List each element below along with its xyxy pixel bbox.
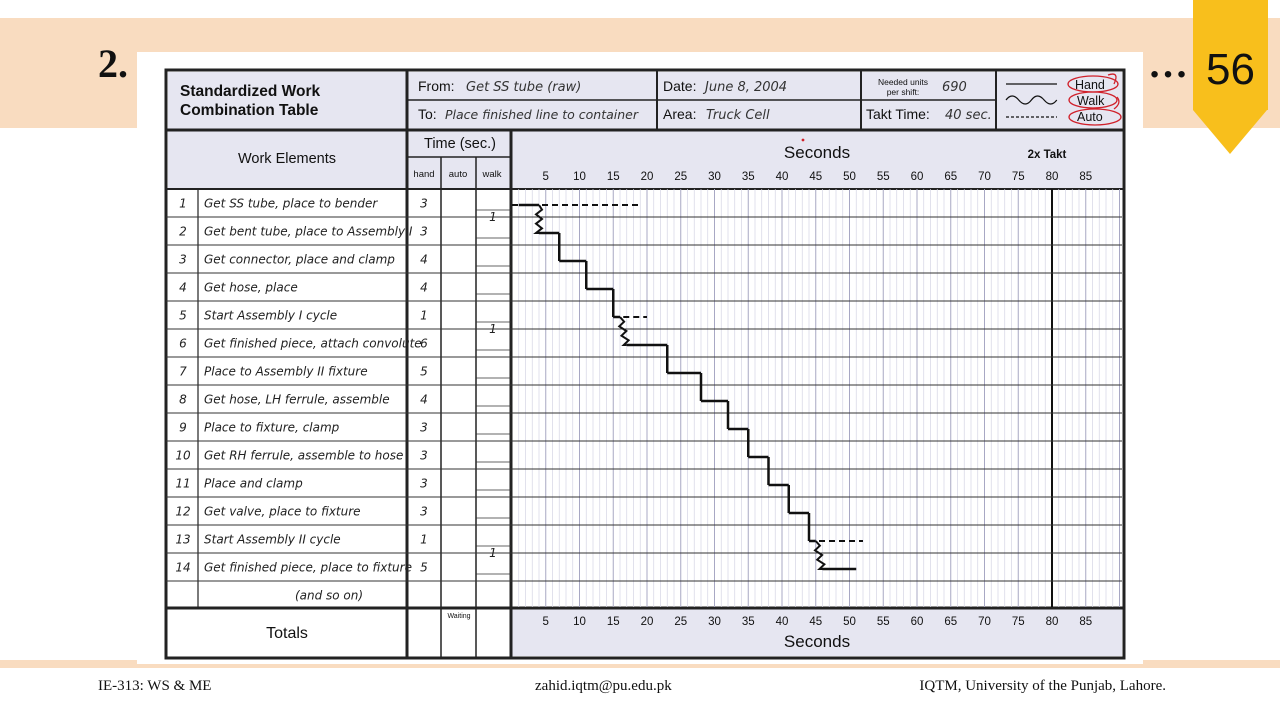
tick-label-top: 70: [978, 171, 991, 183]
table-title-line2: Combination Table: [180, 102, 319, 119]
row-element: Start Assembly II cycle: [204, 532, 341, 547]
row-hand-time: 3: [420, 504, 428, 519]
row-element: Get hose, place: [204, 280, 298, 295]
row-number: 1: [179, 196, 187, 211]
row-hand-time: 3: [420, 196, 428, 211]
walk-time-value: 1: [489, 546, 497, 560]
row-element: Place to fixture, clamp: [204, 420, 340, 435]
tick-label-bottom: 50: [843, 616, 856, 628]
time-header: Time (sec.): [424, 136, 496, 152]
row-element: Place and clamp: [204, 476, 303, 491]
annotation-dot: [802, 139, 805, 142]
tick-label-bottom: 60: [910, 616, 924, 628]
tick-label-bottom: 45: [809, 616, 823, 628]
row-number: 10: [175, 448, 191, 463]
row-number: 6: [179, 336, 187, 351]
row-number: 8: [179, 392, 187, 407]
tick-label-top: 80: [1045, 171, 1059, 183]
walk-header: walk: [482, 169, 502, 180]
needed-label-2: per shift:: [886, 87, 920, 97]
tick-label-bottom: 70: [978, 616, 991, 628]
waiting-label: Waiting: [447, 613, 471, 620]
tick-label-bottom: 20: [640, 616, 654, 628]
tick-label-bottom: 10: [573, 616, 586, 628]
row-element: Get RH ferrule, assemble to hose: [204, 448, 404, 463]
row-element: Get finished piece, attach convolute: [204, 336, 422, 351]
walk-time-value: 1: [489, 210, 497, 224]
footer-email: zahid.iqtm@pu.edu.pk: [535, 678, 672, 694]
slide-title: 2. …: [98, 41, 1188, 86]
row-element: Get valve, place to fixture: [204, 504, 361, 519]
takt-label: Takt Time:: [866, 106, 930, 122]
row-element: Place to Assembly II fixture: [204, 364, 368, 379]
seconds-header: Seconds: [783, 143, 851, 162]
row-number: 7: [179, 364, 187, 379]
row-hand-time: 3: [420, 224, 428, 239]
tick-label-bottom: 5: [542, 616, 549, 628]
row-hand-time: 4: [420, 392, 428, 407]
row-element: Get bent tube, place to Assembly I: [204, 224, 413, 239]
tick-label-top: 60: [910, 171, 924, 183]
tick-label-bottom: 35: [741, 616, 755, 628]
needed-value: 690: [942, 80, 967, 95]
row-number: 12: [175, 504, 191, 519]
row-number: 14: [175, 560, 191, 575]
row-hand-time: 4: [420, 280, 428, 295]
row-element: Get connector, place and clamp: [204, 252, 395, 267]
tick-label-bottom: 15: [606, 616, 620, 628]
tick-label-top: 45: [809, 171, 823, 183]
tick-label-top: 20: [640, 171, 654, 183]
to-label: To:: [418, 106, 437, 122]
tick-label-top: 5: [542, 171, 549, 183]
seconds-footer: Seconds: [783, 632, 851, 651]
to-value: Place finished line to container: [445, 107, 638, 122]
tick-label-top: 15: [606, 171, 620, 183]
work-elements-header: Work Elements: [237, 151, 337, 167]
row-number: 11: [175, 476, 191, 491]
row-number: 5: [179, 308, 187, 323]
from-label: From:: [418, 78, 455, 94]
row-number: 4: [179, 280, 187, 295]
tick-label-top: 55: [876, 171, 890, 183]
tick-label-bottom: 65: [944, 616, 958, 628]
legend-hand-label: Hand: [1075, 78, 1105, 92]
tick-label-bottom: 40: [775, 616, 789, 628]
takt-value: 40 sec.: [945, 108, 992, 123]
tick-label-top: 30: [708, 171, 721, 183]
auto-header: auto: [448, 169, 468, 180]
footer-institute: IQTM, University of the Punjab, Lahore.: [919, 678, 1166, 694]
row-element: Get finished piece, place to fixture: [204, 560, 412, 575]
title-cell: [168, 72, 406, 129]
tick-label-bottom: 55: [876, 616, 890, 628]
tick-label-bottom: 80: [1045, 616, 1059, 628]
row-element: Get SS tube, place to bender: [204, 196, 378, 211]
slide-title-ellipsis: …: [1148, 41, 1188, 86]
legend-auto-label: Auto: [1077, 110, 1103, 124]
row-number: 2: [179, 224, 187, 239]
row-element: Start Assembly I cycle: [204, 308, 338, 323]
row-number: 3: [179, 252, 187, 267]
tick-label-top: 75: [1011, 171, 1025, 183]
area-value: Truck Cell: [706, 108, 770, 123]
row-number: 9: [179, 420, 187, 435]
tick-label-top: 25: [674, 171, 688, 183]
tick-label-bottom: 25: [674, 616, 688, 628]
tick-label-top: 85: [1079, 171, 1093, 183]
row-hand-time: 3: [420, 420, 428, 435]
tick-label-top: 35: [741, 171, 755, 183]
tick-label-bottom: 75: [1011, 616, 1025, 628]
row-hand-time: 4: [420, 252, 428, 267]
tick-label-bottom: 30: [708, 616, 721, 628]
date-label: Date:: [663, 78, 697, 94]
row-element: (and so on): [294, 588, 364, 603]
tick-label-top: 40: [775, 171, 789, 183]
tick-label-top: 10: [573, 171, 586, 183]
area-label: Area:: [663, 106, 697, 122]
row-hand-time: 5: [420, 560, 428, 575]
tick-label-top: 50: [843, 171, 856, 183]
two-takt-label: 2x Takt: [1027, 149, 1067, 161]
slide-number: 56: [1206, 45, 1255, 94]
row-hand-time: 1: [420, 308, 428, 323]
hand-header: hand: [413, 169, 435, 180]
tick-label-bottom: 85: [1079, 616, 1093, 628]
table-title-line1: Standardized Work: [180, 83, 321, 100]
legend-walk-label: Walk: [1077, 94, 1105, 108]
row-hand-time: 3: [420, 448, 428, 463]
row-hand-time: 5: [420, 364, 428, 379]
row-hand-time: 1: [420, 532, 428, 547]
row-hand-time: 6: [420, 336, 428, 351]
row-number: 13: [175, 532, 191, 547]
date-value: June 8, 2004: [705, 80, 788, 95]
totals-label: Totals: [266, 625, 308, 642]
row-element: Get hose, LH ferrule, assemble: [204, 392, 390, 407]
row-hand-time: 3: [420, 476, 428, 491]
footer-course: IE-313: WS & ME: [98, 678, 212, 694]
needed-label-1: Needed units: [877, 77, 929, 87]
tick-label-top: 65: [944, 171, 958, 183]
from-value: Get SS tube (raw): [466, 80, 582, 95]
walk-time-value: 1: [489, 322, 497, 336]
